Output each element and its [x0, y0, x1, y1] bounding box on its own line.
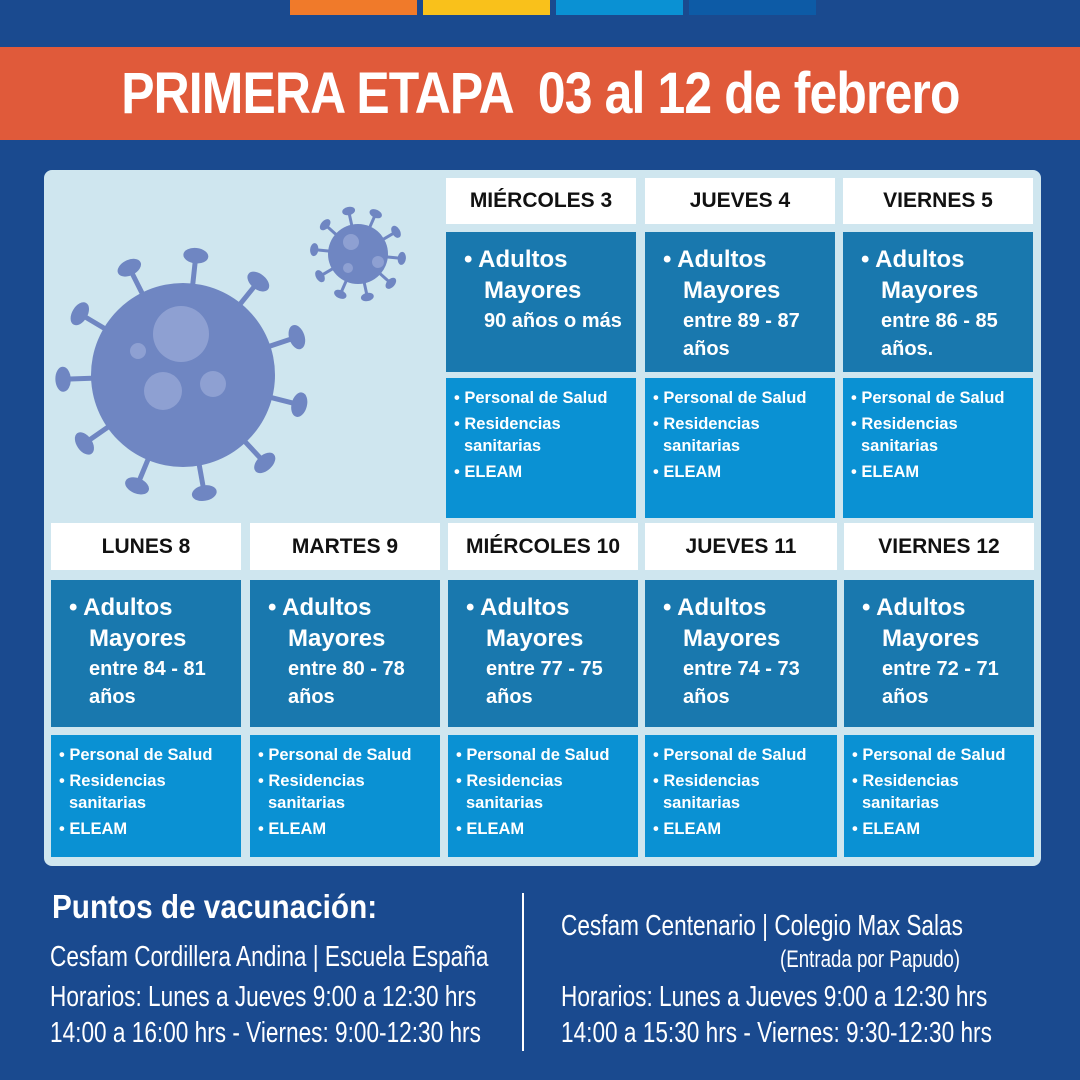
day-header-mi-rcoles-10: MIÉRCOLES 10: [448, 523, 638, 570]
age-line-3: entre 89 - 87: [683, 310, 800, 332]
day-header-martes-9: MARTES 9: [250, 523, 440, 570]
group-item-eleam: • ELEAM: [454, 463, 523, 481]
age-line-1: • Adultos: [268, 594, 372, 621]
age-line-2: Mayores: [683, 625, 781, 652]
group-item-health-staff: • Personal de Salud: [852, 746, 1006, 764]
age-line-1: • Adultos: [464, 246, 568, 273]
age-line-1: • Adultos: [862, 594, 966, 621]
group-item-residences: • Residencias: [456, 772, 563, 790]
group-item-residences-cont: sanitarias: [268, 794, 346, 812]
day-header-jueves-4: JUEVES 4: [645, 178, 835, 224]
age-line-1: • Adultos: [663, 594, 767, 621]
group-item-residences-cont: sanitarias: [663, 437, 741, 455]
group-item-residences: • Residencias: [653, 415, 760, 433]
group-item-eleam: • ELEAM: [258, 820, 327, 838]
group-item-health-staff: • Personal de Salud: [454, 389, 608, 407]
age-line-3: entre 72 - 71: [882, 658, 999, 680]
left-hours-2: 14:00 a 16:00 hrs - Viernes: 9:00-12:30 hrs: [50, 1017, 481, 1049]
group-item-residences: • Residencias: [653, 772, 760, 790]
age-line-2: Mayores: [882, 625, 980, 652]
group-item-residences-cont: sanitarias: [862, 794, 940, 812]
stripe-orange: [290, 0, 417, 15]
title-banner: [0, 47, 1080, 140]
age-line-4: años: [89, 686, 136, 708]
age-line-2: Mayores: [486, 625, 584, 652]
group-item-health-staff: • Personal de Salud: [258, 746, 412, 764]
right-hours-1: Horarios: Lunes a Jueves 9:00 a 12:30 hrs: [561, 981, 988, 1013]
stripe-yellow: [423, 0, 550, 15]
age-line-3: entre 80 - 78: [288, 658, 405, 680]
group-item-health-staff: • Personal de Salud: [851, 389, 1005, 407]
group-item-health-staff: • Personal de Salud: [653, 746, 807, 764]
group-item-residences: • Residencias: [851, 415, 958, 433]
footer-divider: [522, 893, 524, 1051]
group-item-residences-cont: sanitarias: [69, 794, 147, 812]
age-line-4: años: [683, 686, 730, 708]
group-item-eleam: • ELEAM: [852, 820, 921, 838]
right-hours-2: 14:00 a 15:30 hrs - Viernes: 9:30-12:30 hrs: [561, 1017, 992, 1049]
group-item-health-staff: • Personal de Salud: [59, 746, 213, 764]
age-line-4: años: [683, 338, 730, 360]
age-line-4: años.: [881, 338, 934, 360]
age-line-3: entre 86 - 85: [881, 310, 998, 332]
age-group-cell: [51, 580, 241, 727]
age-line-3: 90 años o más: [484, 310, 622, 332]
group-item-residences-cont: sanitarias: [466, 794, 544, 812]
group-item-health-staff: • Personal de Salud: [653, 389, 807, 407]
group-item-residences-cont: sanitarias: [861, 437, 939, 455]
age-line-1: • Adultos: [663, 246, 767, 273]
age-line-1: • Adultos: [466, 594, 570, 621]
age-group-cell: [843, 232, 1033, 372]
age-group-cell: [645, 232, 835, 372]
age-line-4: años: [882, 686, 929, 708]
group-item-residences: • Residencias: [852, 772, 959, 790]
priority-groups-cell: [844, 735, 1034, 857]
left-hours-1: Horarios: Lunes a Jueves 9:00 a 12:30 hrs: [50, 981, 477, 1013]
group-item-eleam: • ELEAM: [456, 820, 525, 838]
right-location-note: (Entrada por Papudo): [780, 946, 961, 973]
stripe-lightblue: [556, 0, 683, 15]
age-line-3: entre 74 - 73: [683, 658, 800, 680]
group-item-eleam: • ELEAM: [653, 820, 722, 838]
age-line-2: Mayores: [288, 625, 386, 652]
age-group-cell: [645, 580, 837, 727]
priority-groups-cell: [645, 378, 835, 518]
stripe-darkblue: [689, 0, 816, 15]
group-item-residences: • Residencias: [59, 772, 166, 790]
day-header-lunes-8: LUNES 8: [51, 523, 241, 570]
age-line-3: entre 84 - 81: [89, 658, 206, 680]
age-group-cell: [448, 580, 638, 727]
age-line-2: Mayores: [683, 277, 781, 304]
group-item-residences-cont: sanitarias: [663, 794, 741, 812]
day-header-viernes-5: VIERNES 5: [843, 178, 1033, 224]
group-item-health-staff: • Personal de Salud: [456, 746, 610, 764]
age-line-4: años: [486, 686, 533, 708]
day-header-jueves-11: JUEVES 11: [645, 523, 837, 570]
page-title: PRIMERA ETAPA 03 al 12 de febrero: [120, 61, 960, 126]
age-line-2: Mayores: [881, 277, 979, 304]
group-item-residences: • Residencias: [258, 772, 365, 790]
group-item-eleam: • ELEAM: [851, 463, 920, 481]
age-group-cell: [250, 580, 440, 727]
priority-groups-cell: [51, 735, 241, 857]
group-item-eleam: • ELEAM: [59, 820, 128, 838]
group-item-residences-cont: sanitarias: [464, 437, 542, 455]
left-location: Cesfam Cordillera Andina | Escuela España: [50, 941, 489, 973]
age-line-2: Mayores: [89, 625, 187, 652]
age-line-4: años: [288, 686, 335, 708]
group-item-residences: • Residencias: [454, 415, 561, 433]
group-item-eleam: • ELEAM: [653, 463, 722, 481]
priority-groups-cell: [843, 378, 1033, 518]
age-line-1: • Adultos: [861, 246, 965, 273]
age-line-2: Mayores: [484, 277, 582, 304]
priority-groups-cell: [645, 735, 837, 857]
day-header-mi-rcoles-3: MIÉRCOLES 3: [446, 178, 636, 224]
priority-groups-cell: [250, 735, 440, 857]
age-group-cell: [844, 580, 1034, 727]
priority-groups-cell: [448, 735, 638, 857]
footer-heading: Puntos de vacunación:: [52, 888, 378, 925]
age-group-cell: [446, 232, 636, 372]
right-location: Cesfam Centenario | Colegio Max Salas: [561, 910, 963, 942]
age-line-3: entre 77 - 75: [486, 658, 603, 680]
age-line-1: • Adultos: [69, 594, 173, 621]
priority-groups-cell: [446, 378, 636, 518]
day-header-viernes-12: VIERNES 12: [844, 523, 1034, 570]
